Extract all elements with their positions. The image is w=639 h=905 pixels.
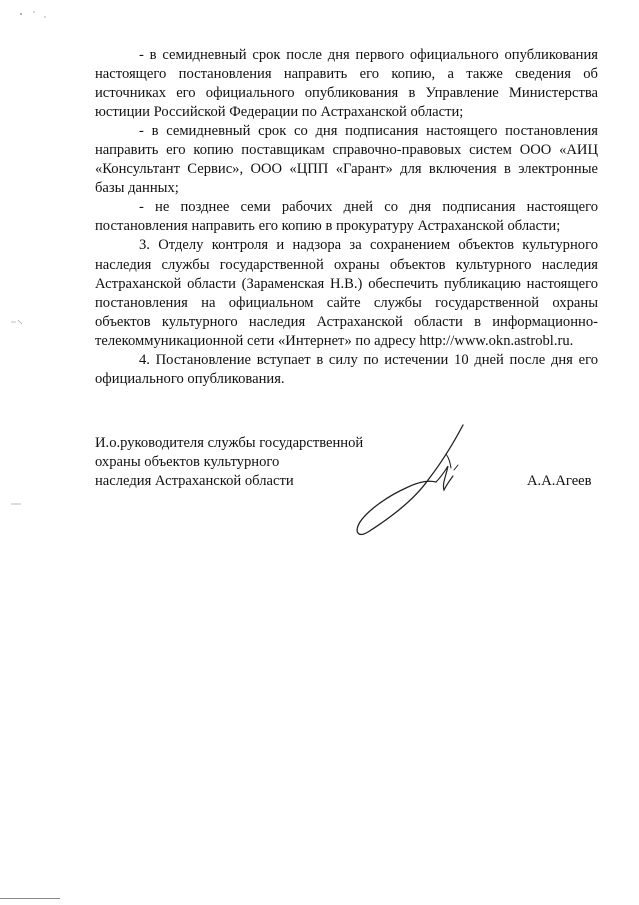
signatory-title-line: наследия Астраханской области <box>95 473 294 489</box>
scan-mark-left-middle <box>10 318 24 326</box>
signatory-name: А.А.Агеев <box>527 473 592 489</box>
signatory-title-line: охраны объектов культурного <box>95 454 280 470</box>
paragraph-legal-systems: - в семидневный срок со дня подписания настоящего постановления направить его копию поставщикам справочно-правовых систем ООО «АИЦ «Консультант Сервис», ООО «ЦПП «Гарант» для включения в электронные базы данных; <box>95 123 598 197</box>
paragraph-item-3: 3. Отделу контроля и надзора за сохранением объектов культурного наследия службы государственной охраны объектов культурного наследия Астраханской области (Зараменская Н.В.) обеспечить публикацию настоящего постановления на официальном сайте службы государственной охраны объектов культурного наследия Астраханской области в информационно-телекоммуникационной сети «Интернет» по адресу http://www.okn.astrobl.ru. <box>95 237 598 349</box>
scan-edge-line <box>0 898 60 899</box>
document-body <box>95 46 598 389</box>
paragraph-prosecutor: - не позднее семи рабочих дней со дня подписания настоящего постановления направить его копию в прокуратуру Астраханской области; <box>95 199 598 235</box>
signatory-title-line: И.о.руководителя службы государственной <box>95 435 364 451</box>
paragraph-item-4: 4. Постановление вступает в силу по истечении 10 дней после дня его официального опубликования. <box>95 351 598 387</box>
paragraph-publication-copy: - в семидневный срок после дня первого официального опубликования настоящего постановления направить его копию, а также сведения об источниках его официального опубликования в Управление Министерства юстиции Российской Федерации по Астраханской области; <box>95 47 598 121</box>
handwritten-signature <box>350 420 470 545</box>
scan-mark-top-left <box>18 8 48 20</box>
scan-mark-left-lower <box>10 500 24 508</box>
